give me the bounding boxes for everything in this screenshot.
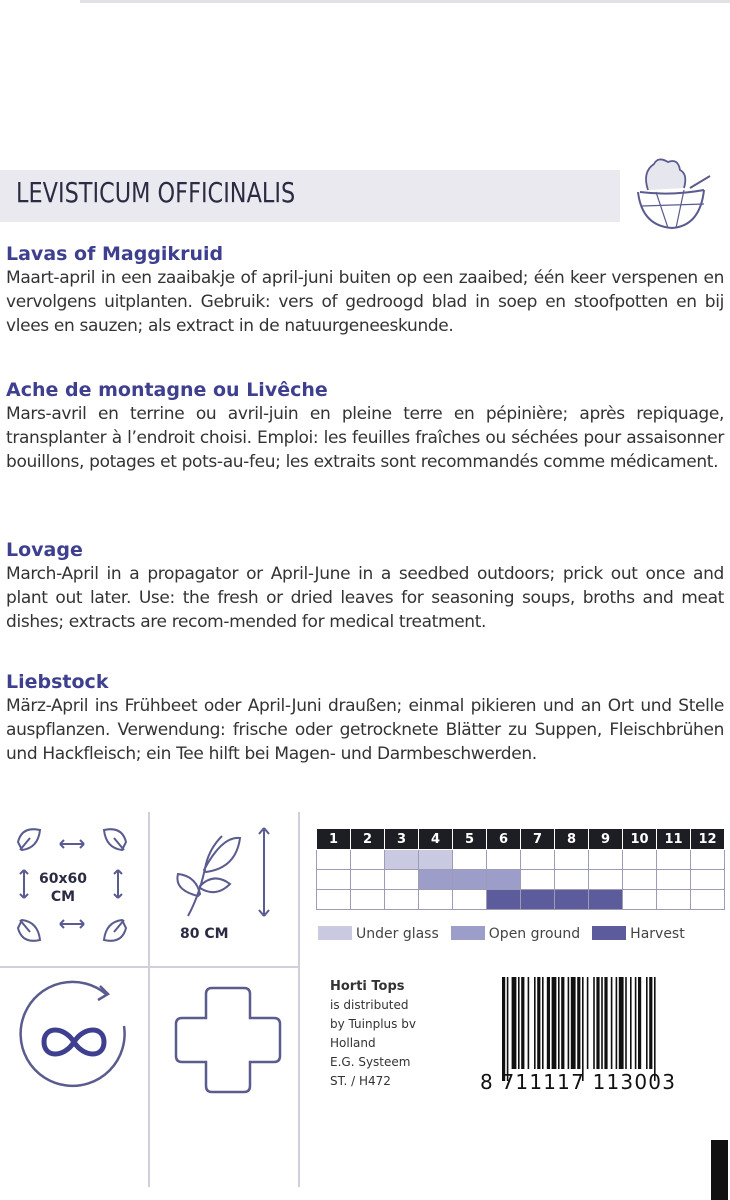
corner-mark [711, 1140, 728, 1200]
height-label: 80 CM [180, 926, 229, 942]
section-heading: Ache de montagne ou Livêche [6, 379, 328, 401]
icon-divider-vertical [298, 812, 300, 1187]
calendar-cell [589, 870, 623, 890]
barcode-number: 8 711117 113003 [480, 1070, 677, 1094]
barcode-bar [512, 977, 517, 1069]
calendar-cell [521, 850, 555, 870]
calendar-cell [589, 850, 623, 870]
calendar-cell [521, 870, 555, 890]
calendar-cell [351, 870, 385, 890]
calendar-cell [657, 890, 691, 910]
barcode-bar [528, 977, 530, 1069]
calendar-under-glass-row [317, 850, 725, 870]
section-heading: Lavas of Maggikruid [6, 243, 224, 265]
calendar-open-ground-row [317, 870, 725, 890]
distributor-line: is distributed [330, 998, 409, 1012]
calendar-cell [351, 890, 385, 910]
calendar-cell [487, 890, 521, 910]
calendar-month-7: 7 [521, 829, 555, 850]
spacing-unit: CM [50, 889, 76, 905]
calendar-month-4: 4 [419, 829, 453, 850]
calendar-cell [385, 850, 419, 870]
barcode-bar [630, 977, 632, 1069]
calendar-cell [317, 870, 351, 890]
barcode-bar [604, 977, 607, 1069]
barcode-bar [534, 977, 536, 1069]
calendar-month-9: 9 [589, 829, 623, 850]
sowing-calendar [316, 828, 725, 910]
calendar-cell [555, 870, 589, 890]
distributor-line: by Tuinplus bv [330, 1017, 416, 1031]
calendar-cell [453, 850, 487, 870]
barcode-bar [596, 977, 599, 1069]
barcode-bar [601, 977, 603, 1069]
calendar-cell [385, 870, 419, 890]
calendar-cell [419, 870, 453, 890]
brand-name: Horti Tops [330, 979, 405, 994]
calendar-cell [555, 850, 589, 870]
calendar-cell [487, 870, 521, 890]
legend-swatch [318, 926, 352, 940]
barcode-bar [593, 977, 595, 1069]
medicinal-cross-icon [168, 980, 288, 1100]
barcode [500, 977, 724, 1085]
section-heading: Liebstock [6, 671, 109, 693]
barcode-bar [619, 977, 624, 1069]
distributor-line: Holland [330, 1036, 376, 1050]
plant-height-icon [170, 824, 282, 924]
distributor-line: E.G. Systeem [330, 1055, 411, 1069]
barcode-bar [518, 977, 520, 1069]
calendar-cell [691, 890, 725, 910]
barcode-bar [582, 977, 584, 1081]
section-body: March-April in a propagator or April-June in a seedbed outdoors; prick out once and plant out later. Use: the fresh or dried leaves for seasoning soups, broths and meat dishes; extracts are recom-mended for medical treatment. [6, 564, 724, 632]
calendar-cell [487, 850, 521, 870]
calendar-cell [623, 890, 657, 910]
calendar-month-1: 1 [317, 829, 351, 850]
calendar-month-row [317, 829, 725, 850]
barcode-bar [552, 977, 557, 1069]
distributor-info [330, 977, 416, 1091]
barcode-bar [571, 977, 576, 1069]
calendar-month-2: 2 [351, 829, 385, 850]
barcode-bar [611, 977, 613, 1069]
perennial-infinity-icon [12, 980, 136, 1104]
calendar-month-5: 5 [453, 829, 487, 850]
legend-swatch [592, 926, 626, 940]
barcode-bar [521, 977, 524, 1069]
barcode-bar [587, 977, 589, 1069]
calendar-cell [589, 890, 623, 910]
barcode-bar [561, 977, 564, 1069]
calendar-cell [691, 850, 725, 870]
barcode-bar [577, 977, 580, 1069]
icon-divider-vertical [148, 812, 150, 1187]
calendar-legend [318, 926, 697, 942]
section-heading: Lovage [6, 539, 83, 561]
section-body: Mars-avril en terrine ou avril-juin en pleine terre en pépinière; après repiquage, transplanter à l’endroit choisi. Emploi: les feuilles fraîches ou séchées pour assaisonner bouillons, potages et pots-au-feu; les extraits sont recommandés comme médicament. [6, 404, 724, 472]
section-english [6, 538, 724, 634]
calendar-cell [555, 890, 589, 910]
barcode-bar [542, 977, 544, 1069]
calendar-month-6: 6 [487, 829, 521, 850]
barcode-bar [507, 977, 509, 1081]
calendar-cell [453, 870, 487, 890]
calendar-cell [657, 850, 691, 870]
barcode-bar [537, 977, 540, 1069]
calendar-harvest-row [317, 890, 725, 910]
salad-bowl-icon [628, 152, 714, 232]
top-divider [80, 0, 730, 3]
calendar-cell [385, 890, 419, 910]
section-dutch [6, 242, 724, 338]
calendar-cell [691, 870, 725, 890]
legend-harvest [592, 926, 685, 942]
calendar-cell [453, 890, 487, 910]
section-german [6, 670, 724, 766]
barcode-bar [625, 977, 627, 1069]
legend-under-glass [318, 926, 439, 942]
section-body: Maart-april in een zaaibakje of april-juni buiten op een zaaibed; één keer verspenen en vervolgens uitplanten. Gebruik: vers of gedroogd blad in soep en stoofpotten en bij vlees en sauzen; als extract in de natuurgeneeskunde. [6, 268, 724, 336]
barcode-bar [638, 977, 641, 1069]
barcode-bar [649, 977, 652, 1069]
icon-divider-horizontal [0, 966, 300, 968]
legend-swatch [451, 926, 485, 940]
barcode-bar [635, 977, 637, 1069]
calendar-month-11: 11 [657, 829, 691, 850]
calendar-cell [317, 890, 351, 910]
calendar-cell [623, 870, 657, 890]
calendar-cell [623, 850, 657, 870]
barcode-bar [558, 977, 560, 1069]
distributor-line: ST. / H472 [330, 1074, 391, 1088]
barcode-bar [654, 977, 656, 1081]
legend-label: Harvest [630, 926, 685, 942]
barcode-bar [502, 977, 505, 1081]
barcode-bar [547, 977, 550, 1069]
barcode-bar [616, 977, 618, 1069]
legend-label: Under glass [356, 926, 439, 942]
legend-open-ground [451, 926, 580, 942]
calendar-month-8: 8 [555, 829, 589, 850]
barcode-bar [646, 977, 648, 1069]
spacing-label [38, 870, 88, 906]
section-french [6, 378, 724, 474]
spacing-value: 60x60 [39, 871, 87, 887]
calendar-cell [419, 850, 453, 870]
barcode-bar [568, 977, 570, 1069]
calendar-month-12: 12 [691, 829, 725, 850]
calendar-cell [657, 870, 691, 890]
legend-label: Open ground [488, 926, 581, 942]
calendar-month-3: 3 [385, 829, 419, 850]
calendar-cell [521, 890, 555, 910]
calendar-cell [317, 850, 351, 870]
section-body: März-April ins Frühbeet oder April-Juni draußen; einmal pikieren und an Ort und Stelle auspflanzen. Verwendung: frische oder getrocknete Blätter zu Suppen, Fleischbrühen und Hackfleisch; ein Tee hilft bei Magen- und Darmbeschwerden. [6, 696, 724, 764]
calendar-cell [351, 850, 385, 870]
latin-name-title: LEVISTICUM OFFICINALIS [16, 176, 296, 209]
calendar-month-10: 10 [623, 829, 657, 850]
calendar-cell [419, 890, 453, 910]
